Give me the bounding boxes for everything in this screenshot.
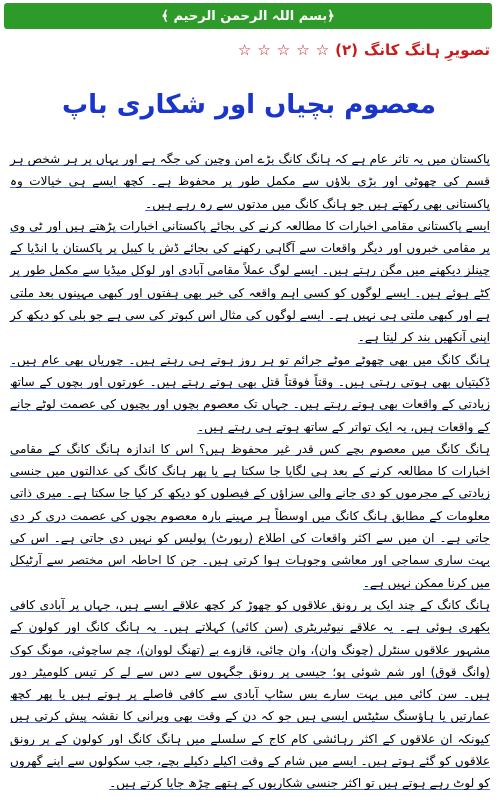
star-icon: ☆ bbox=[315, 40, 330, 59]
article-paragraph bbox=[10, 148, 490, 215]
paragraph-text: ہانگ کانگ میں بھی چھوٹے موٹے جرائم تو ہر روز ہوتے ہی رہتے ہیں۔ چوریاں بھی عام ہیں۔ ڈکیتیاں بھی ہوتی رہتی ہیں۔ وقتاً فوقتاً قتل بھی ہوتے رہتے ہیں۔ عورتوں اور بچوں کے ساتھ زیادتی کے واقعات بھی ہوتے رہتے ہیں۔ جہاں تک معصوم بچوں اور بچیوں کی عصمت لوٹے جانے کے واقعات ہیں، یہ ایک تواتر کے ساتھ ہوتے ہی رہتے ہیں۔ bbox=[10, 352, 490, 434]
bismillah-text: ﴿بسم اللہ الرحمن الرحیم ﴾ bbox=[161, 8, 335, 24]
article-paragraph bbox=[10, 594, 490, 795]
article-paragraph bbox=[10, 349, 490, 438]
star-icon: ☆ bbox=[296, 40, 310, 59]
article-paragraph bbox=[10, 438, 490, 594]
section-number: (۲) bbox=[335, 41, 359, 59]
paragraph-text: ہانگ کانگ کے چند ایک پر رونق علاقوں کو چھوڑ کر کچھ علاقے ایسے ہیں، جہاں پر آبادی کافی بکھری ہوئی ہے۔ یہ علاقے نیوٹیریٹری (سن کائی) کہلاتے ہیں۔ یہ ہانگ کانگ اور کولون کے مشہور علاقوں سنٹرل (چونگ وان)، وان چائی، قازوے بے (تھنگ لووان)، چم ساچوئی، مونگ کوک (وانگ قوق) اور شم شوئی پو؛ جیسی پر رونق جگہوں سے دس سے لے کر تیس کلومیٹر دور ہیں۔ سن کائی میں بہت سارے بس سٹاپ آبادی سے کافی فاصلے پر ہوتے ہیں یا پھر کچھ عمارتیں یا ہاؤسنگ سٹیٹس ایسی ہیں جو کہ دن کے وقت بھی ویرانی کا نقشہ پیش کرتی ہیں کیونکہ ان علاقوں کے اکثر رہائشی کام کاج کے سلسلے میں ہانگ کانگ اور کولون کے پر رونق علاقوں کو گئے ہوتے ہیں۔ ایسے میں شام کے وقت اکیلے دکیلے بچے، جب سکولوں سے اپنے گھروں کو لوٹ رہے ہوتے ہیں تو اکثر جنسی شکاریوں کے ہتھے چڑھ جایا کرتے ہیں۔ bbox=[10, 597, 490, 791]
star-icon: ☆ bbox=[276, 40, 291, 59]
article-title: معصوم بچیاں اور شکاری باپ bbox=[62, 90, 436, 120]
article-paragraph bbox=[10, 215, 490, 349]
article-body bbox=[10, 148, 490, 795]
star-icon: ☆ bbox=[237, 40, 252, 59]
section-header bbox=[190, 36, 490, 64]
section-title-text: تصویرِ ہانگ کانگ bbox=[364, 41, 490, 59]
paragraph-text: ہانگ کانگ میں معصوم بچے کس قدر غیر محفوظ ہیں؟ اس کا اندازہ ہانگ کانگ کے مقامی اخبارات کا مطالعہ کرنے کے بعد ہی لگایا جا سکتا ہے یا پھر ہانگ کانگ کی عدالتوں میں جنسی زیادتی کے مجرموں کو دی جانے والی سزاؤں کے فیصلوں کو دیکھ کر کیا جا سکتا ہے۔ میری ذاتی معلومات کے مطابق ہانگ کانگ میں اوسطاً ہر مہینے بارہ معصوم بچوں کی عصمت دری کر دی جاتی ہے۔ ان میں سے اکثر واقعات کی اطلاع (رپورٹ) پولیس کو نہیں دی جاتی ہے۔ اس کی بہت ساری سماجی اور معاشی وجوہات ہوا کرتی ہیں۔ جن کا احاطہ اس مختصر سے آرٹیکل میں کرنا ممکن نہیں ہے۔ bbox=[10, 441, 490, 590]
bismillah-banner bbox=[4, 3, 492, 29]
star-icon: ☆ bbox=[257, 40, 271, 59]
paragraph-text: پاکستان میں یہ تاثر عام ہے کہ ہانگ کانگ بڑے امن وچین کی جگہ ہے اور یہاں پر ہر شخص ہر قسم کی چھوٹی اور بڑی بلاؤں سے مکمل طور پر محفوظ ہے۔ کچھ ایسے ہی خیالات وہ پاکستانی بھی رکھتے ہیں جو ہانگ کانگ میں مدتوں سے رہ رہے ہیں۔ bbox=[10, 152, 490, 211]
paragraph-text: ایسے پاکستانی مقامی اخبارات کا مطالعہ کرنے کی بجائے پاکستانی اخبارات پڑھتے ہیں اور ٹی وی پر مقامی خبروں اور دیگر واقعات سے آگاہی رکھنے کی بجائے ڈش یا کیبل پر پاکستان یا انڈیا کے چینلز دیکھنے میں مگن رہتے ہیں۔ ایسے لوگ عملاً مقامی آبادی اور لوکل میڈیا سے مکمل طور پر کٹے ہوئے ہیں۔ ایسے لوگوں کو کسی اہم واقعہ کی خبر بھی ہفتوں اور کبھی مہینوں بعد ملتی ہے اور کبھی ملتی ہی نہیں ہے۔ ایسے لوگوں کی مثال اس کبوتر کی سی ہے جو بلی کو دیکھ کر اپنی آنکھیں بند کر لیتا ہے۔ bbox=[10, 218, 490, 345]
